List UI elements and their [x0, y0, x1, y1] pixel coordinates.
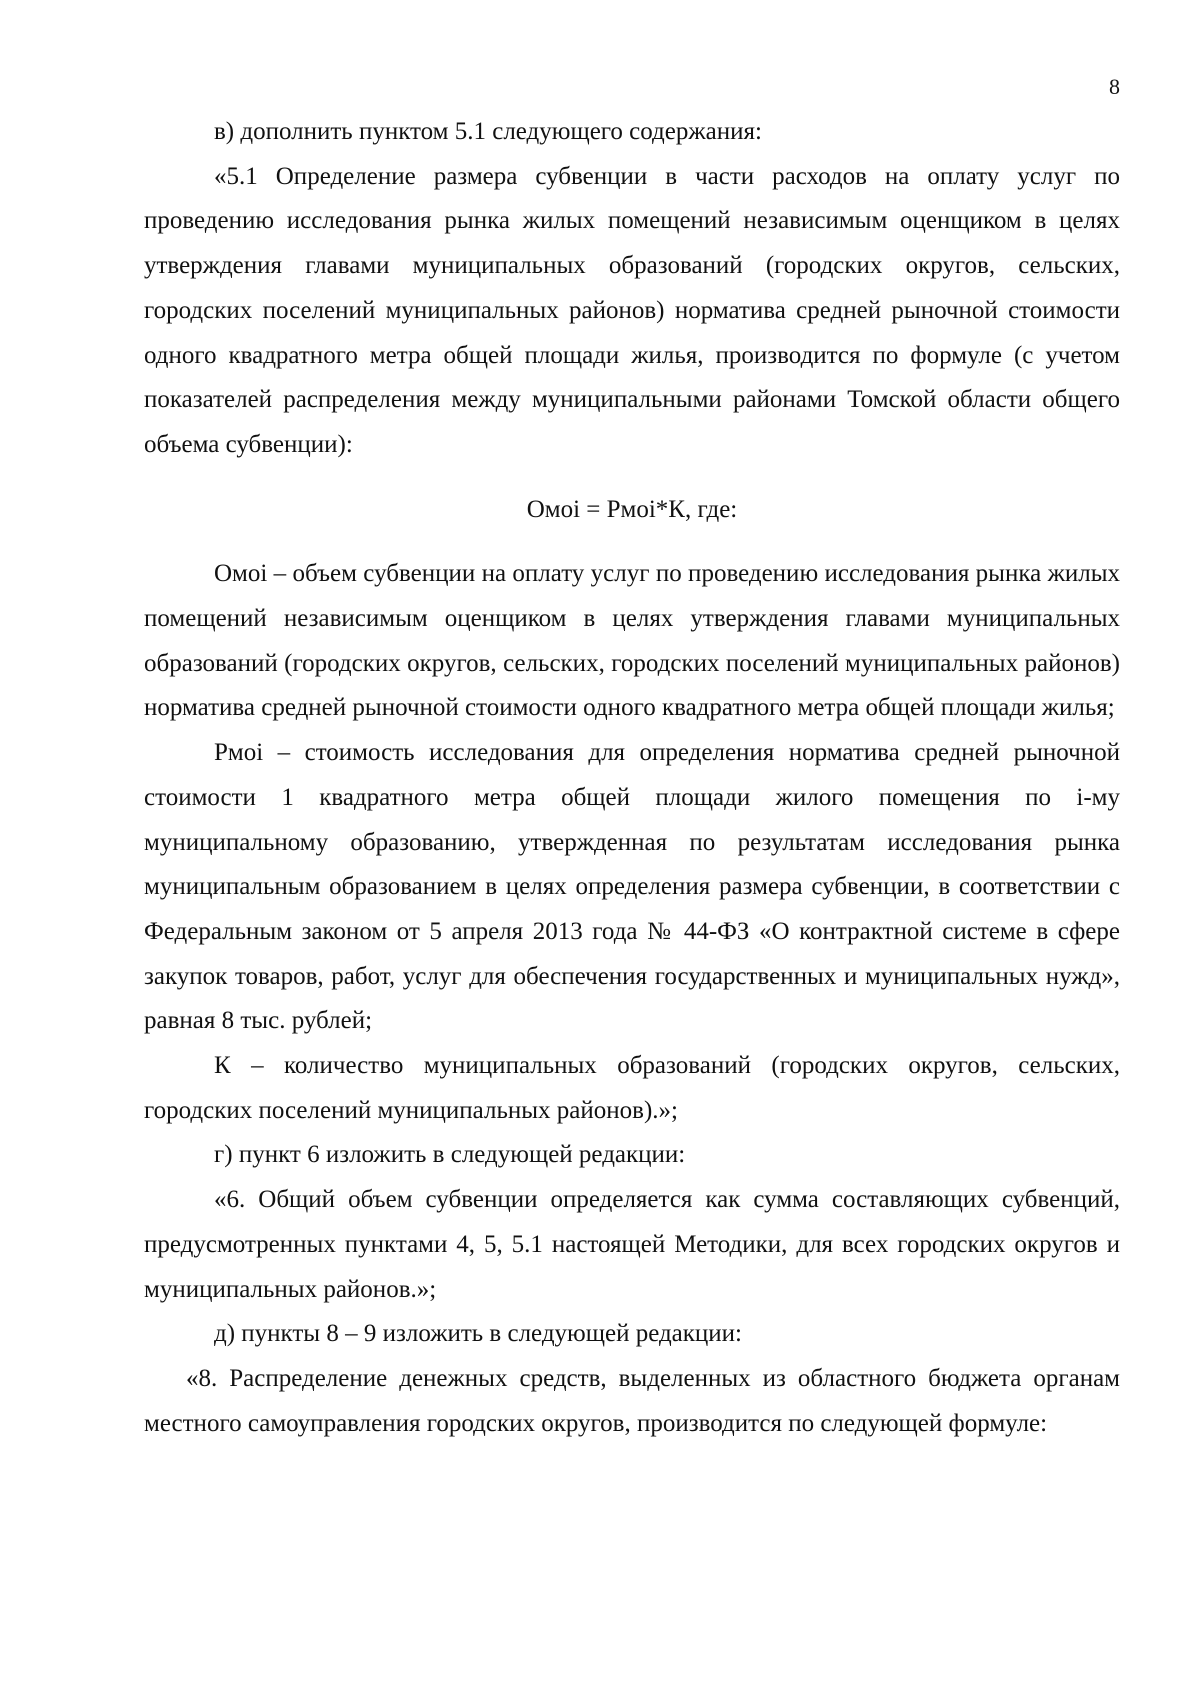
- paragraph-amend-6: г) пункт 6 изложить в следующей редакции:: [214, 1141, 686, 1169]
- paragraph-pmoi: Рмоi – стоимость исследования для определения норматива средней рыночной стоимости 1 квадратного метра общей площади жилого помещения по i-му муниципальному образованию, утвержденная по результатам исследования рынка муниципальным образованием в целях определения размера субвенции, в соответствии с Федеральным законом от 5 апреля 2013 года № 44-ФЗ «О контрактной системе в сфере закупок товаров, работ, услуг для обеспечения государственных и муниципальных нужд», равная 8 тыс. рублей;: [144, 739, 1120, 1035]
- paragraph-6-definition: «6. Общий объем субвенции определяется как сумма составляющих субвенций, предусмотренных пунктами 4, 5, 5.1 настоящей Методики, для всех городских округов и муниципальных районов.»;: [144, 1186, 1120, 1303]
- document-body: [144, 110, 1120, 1446]
- page-number: 8: [1109, 74, 1120, 99]
- paragraph-amend-8-9: д) пункты 8 – 9 изложить в следующей редакции:: [214, 1320, 743, 1348]
- paragraph-omoi: Омоi – объем субвенции на оплату услуг по проведению исследования рынка жилых помещений независимым оценщиком в целях утверждения главами муниципальных образований (городских округов, сельских, городских поселений муниципальных районов) норматива средней рыночной стоимости одного квадратного метра общей площади жилья;: [144, 560, 1120, 722]
- paragraph-8-definition: «8. Распределение денежных средств, выделенных из областного бюджета органам местного самоуправления городских округов, производится по следующей формуле:: [144, 1364, 1120, 1437]
- paragraph-5-1-definition: «5.1 Определение размера субвенции в части расходов на оплату услуг по проведению исследования рынка жилых помещений независимым оценщиком в целях утверждения главами муниципальных образований (городских округов, сельских, городских поселений муниципальных районов) норматива средней рыночной стоимости одного квадратного метра общей площади жилья, производится по формуле (с учетом показателей распределения между муниципальными районами Томской области общего объема субвенции):: [144, 162, 1120, 458]
- formula: Омоi = Pмоi*К, где:: [526, 495, 738, 523]
- paragraph-k: К – количество муниципальных образований (городских округов, сельских, городских поселений муниципальных районов).»;: [144, 1052, 1120, 1124]
- paragraph-amend-5-1: в) дополнить пунктом 5.1 следующего содержания:: [214, 118, 762, 145]
